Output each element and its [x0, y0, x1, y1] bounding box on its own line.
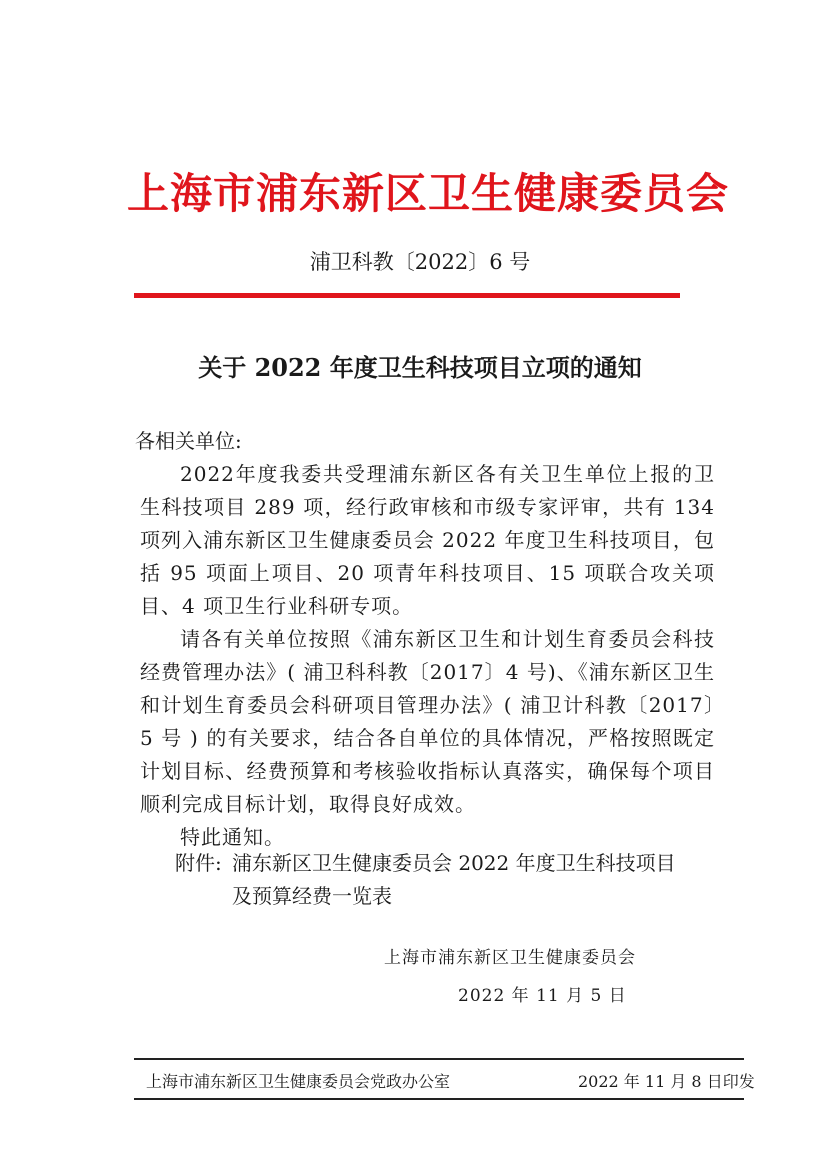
- footer-issuing-office: 上海市浦东新区卫生健康委员会党政办公室: [146, 1072, 451, 1091]
- signature-organization: 上海市浦东新区卫生健康委员会: [384, 948, 636, 968]
- attachment-title: 浦东新区卫生健康委员会 2022 年度卫生科技项目及预算经费一览表: [232, 851, 676, 908]
- body-paragraph: 特此通知。: [180, 825, 285, 849]
- footer-divider-bottom: [134, 1098, 744, 1100]
- document-title: 关于 2022 年度卫生科技项目立项的通知: [198, 353, 642, 382]
- issuing-organization-header: 上海市浦东新区卫生健康委员会: [127, 169, 730, 218]
- document-body: [140, 458, 715, 854]
- salutation: 各相关单位:: [135, 429, 242, 453]
- body-paragraph: 请各有关单位按照《浦东新区卫生和计划生育委员会科技经费管理办法》( 浦卫科科教〔2017〕4 号)、《浦东新区卫生和计划生育委员会科研项目管理办法》( 浦卫计科教〔2017〕5 号 ) 的有关要求，结合各自单位的具体情况，严格按照既定计划目标、经费预算和考核验收指标认真落实，确保每个项目顺利完成目标计划，取得良好成效。: [140, 627, 715, 816]
- attachment-label: 附件:: [175, 851, 222, 875]
- signature-date: 2022 年 11 月 5 日: [458, 986, 627, 1006]
- red-header-rule: [134, 293, 680, 298]
- footer-divider-top: [134, 1058, 744, 1060]
- document-number: 浦卫科教〔2022〕6 号: [309, 250, 531, 274]
- footer-print-date: 2022 年 11 月 8 日印发: [578, 1072, 755, 1091]
- body-paragraph: 2022年度我委共受理浦东新区各有关卫生单位上报的卫生科技项目 289 项，经行政审核和市级专家评审，共有 134 项列入浦东新区卫生健康委员会 2022 年度卫生科技项目，包括 95 项面上项目、20 项青年科技项目、15 项联合攻关项目、4 项卫生行业科研专项。: [140, 462, 715, 618]
